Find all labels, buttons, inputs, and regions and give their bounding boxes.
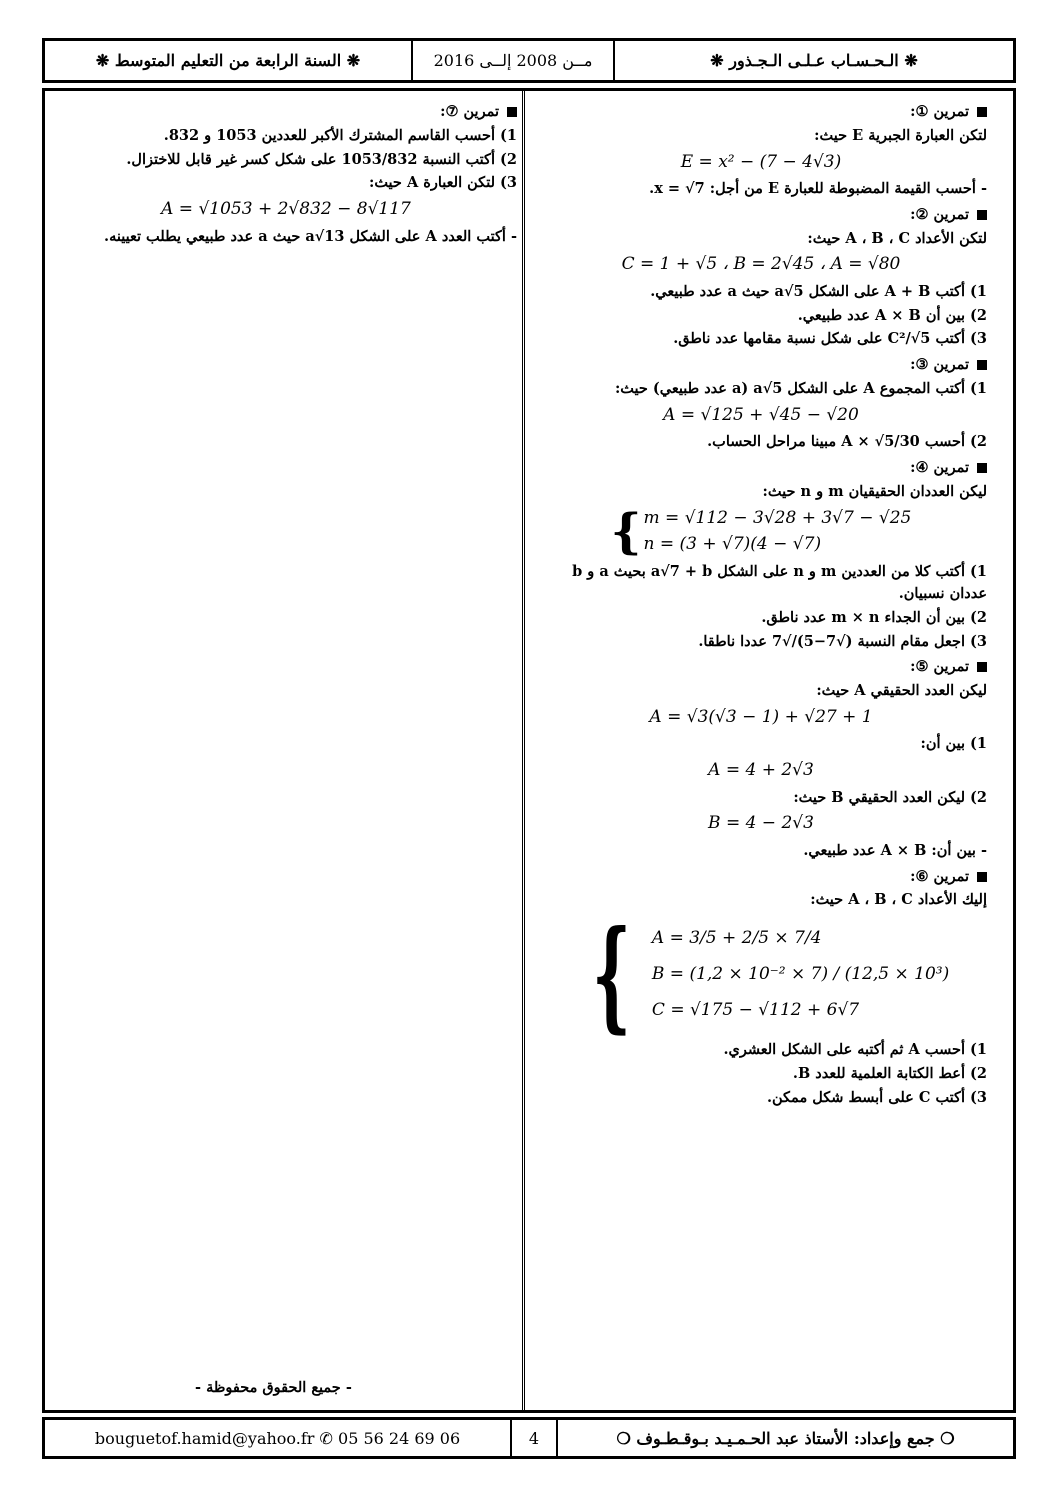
copyright-notice: - جميع الحقوق محفوظة - [195, 1379, 352, 1396]
exercise-7 [55, 101, 517, 247]
exercise-4-title: تمرين ④: [910, 458, 969, 476]
square-bullet-icon [507, 107, 517, 117]
exercise-5-result-b: B = 4 − 2√3 [708, 813, 814, 834]
exercise-3-title: تمرين ③: [910, 356, 969, 373]
exercise-7-formula: A = √1053 + 2√832 − 8√117 [161, 199, 411, 219]
exercise-6-question-1: 1) أحسب A ثم أكتبه على الشكل العشري. [723, 1041, 987, 1058]
exercise-5-result-a: A = 4 + 2√3 [708, 760, 814, 780]
exercise-2-formula: C = 1 + √5 ، B = 2√45 ، A = √80 [621, 254, 901, 275]
exercise-1 [535, 101, 987, 200]
exercise-4 [535, 457, 987, 653]
main-content [42, 88, 1016, 1413]
exercise-4-question-1: 1) أكتب كلا من العددين m و n على الشكل a√7 + b بحيث a و b عددان نسبيان. [572, 563, 987, 602]
exercise-7-question-3: 3) لتكن العبارة A حيث: [368, 174, 517, 192]
exercise-4-m: m = √112 − 3√28 + 3√7 − √25 [643, 508, 912, 529]
header-bar [42, 38, 1016, 83]
exercise-6-title: تمرين ⑥: [910, 867, 969, 885]
exercise-4-system [535, 503, 987, 560]
exercise-5-intro: ليكن العدد الحقيقي A حيث: [816, 682, 987, 699]
exercise-6-c: C = √175 − √112 + 6√7 [651, 999, 860, 1020]
footer-author: ❍ جمع وإعداد: الأستاذ عبد الحـمـيـد بـوقـطـوف ❍ [556, 1420, 1013, 1456]
header-years: مــن 2008 إلــى 2016 [411, 41, 613, 80]
exercise-6-system [535, 904, 987, 1045]
exercise-6-a: A = 3/5 + 2/5 × 7/4 [651, 928, 822, 949]
exercise-1-question: - أحسب القيمة المضبوطة للعبارة E من أجل: x = √7. [649, 180, 987, 197]
square-bullet-icon [977, 107, 987, 117]
exercise-1-formula: E = x² − (7 − 4√3) [680, 151, 842, 172]
exercise-3-question-1: 1) أكتب المجموع A على الشكل a√5 (a عدد طبيعي) حيث: [614, 379, 987, 397]
exercise-4-intro: ليكن العددان الحقيقيان m و n حيث: [762, 482, 987, 500]
left-column [55, 97, 517, 249]
exercise-5-formula: A = √3(√3 − 1) + √27 + 1 [649, 706, 873, 727]
exercise-1-intro: لتكن العبارة الجبرية E حيث: [814, 126, 987, 144]
footer-contact: bouguetof.hamid@yahoo.fr ✆ 05 56 24 69 06 [94, 1428, 461, 1448]
left-brace: { [610, 503, 642, 560]
exercise-3-formula: A = √125 + √45 − √20 [663, 404, 859, 425]
square-bullet-icon [977, 463, 987, 473]
exercise-3 [535, 354, 987, 453]
exercise-2-question-2: 2) بين أن A × B عدد طبيعي. [797, 306, 987, 324]
square-bullet-icon [977, 210, 987, 220]
exercise-4-question-3: 3) اجعل مقام النسبة (√7−5)/√7 عددا ناطقا. [698, 632, 987, 650]
square-bullet-icon [977, 360, 987, 370]
column-divider [522, 91, 525, 1410]
exercise-6-b: B = (1,2 × 10⁻² × 7) / (12,5 × 10³) [651, 964, 950, 985]
exercise-5-title: تمرين ⑤: [910, 658, 969, 676]
left-brace: { [592, 904, 631, 1045]
exercise-4-question-2: 2) بين أن الجداء m × n عدد ناطق. [761, 608, 987, 626]
exercise-5-question-2: 2) ليكن العدد الحقيقي B حيث: [793, 788, 987, 806]
header-level: ❋ السنة الرابعة من التعليم المتوسط ❋ [95, 51, 361, 70]
exercise-7-title: تمرين ⑦: [440, 103, 499, 120]
exercise-7-question-4: - أكتب العدد A على الشكل a√13 حيث a عدد طبيعي يطلب تعيينه. [104, 227, 517, 245]
exercise-6-question-3: 3) أكتب C على أبسط شكل ممكن. [766, 1088, 987, 1106]
header-title: ❋ الـحـسـاب عـلـى الـجـذور ❋ [613, 41, 1013, 80]
exercise-6-question-2: 2) أعط الكتابة العلمية للعدد B. [792, 1064, 987, 1082]
exercise-2-title: تمرين ②: [910, 205, 969, 223]
exercise-4-n: n = (3 + √7)(4 − √7) [643, 533, 822, 554]
exercise-7-question-2: 2) أكتب النسبة 1053/832 على شكل كسر غير قابل للاختزال. [126, 150, 517, 168]
exercise-2-question-3: 3) أكتب C²/√5 على شكل نسبة مقامها عدد ناطق. [673, 330, 987, 348]
footer-bar [42, 1417, 1016, 1459]
square-bullet-icon [977, 872, 987, 882]
exercise-5-question-1: 1) بين أن: [920, 735, 987, 753]
exercise-6 [535, 866, 987, 1109]
exercise-7-question-1: 1) أحسب القاسم المشترك الأكبر للعددين 1053 و 832. [163, 126, 517, 144]
exercise-5-question-3: - بين أن: A × B عدد طبيعي. [803, 841, 987, 859]
exercise-1-title: تمرين ①: [910, 103, 969, 120]
exercise-5 [535, 656, 987, 861]
exercise-2-question-1: 1) أكتب A + B على الشكل a√5 حيث a عدد طبيعي. [650, 282, 987, 300]
exercise-6-intro: إليك الأعداد A ، B ، C حيث: [810, 891, 987, 909]
exercise-2-intro: لتكن الأعداد A ، B ، C حيث: [807, 229, 987, 247]
exercise-2 [535, 204, 987, 350]
right-column [535, 97, 987, 1110]
square-bullet-icon [977, 662, 987, 672]
page-number: 4 [510, 1420, 556, 1456]
exercise-3-question-2: 2) أحسب A × √5/30 مبينا مراحل الحساب. [707, 433, 987, 450]
